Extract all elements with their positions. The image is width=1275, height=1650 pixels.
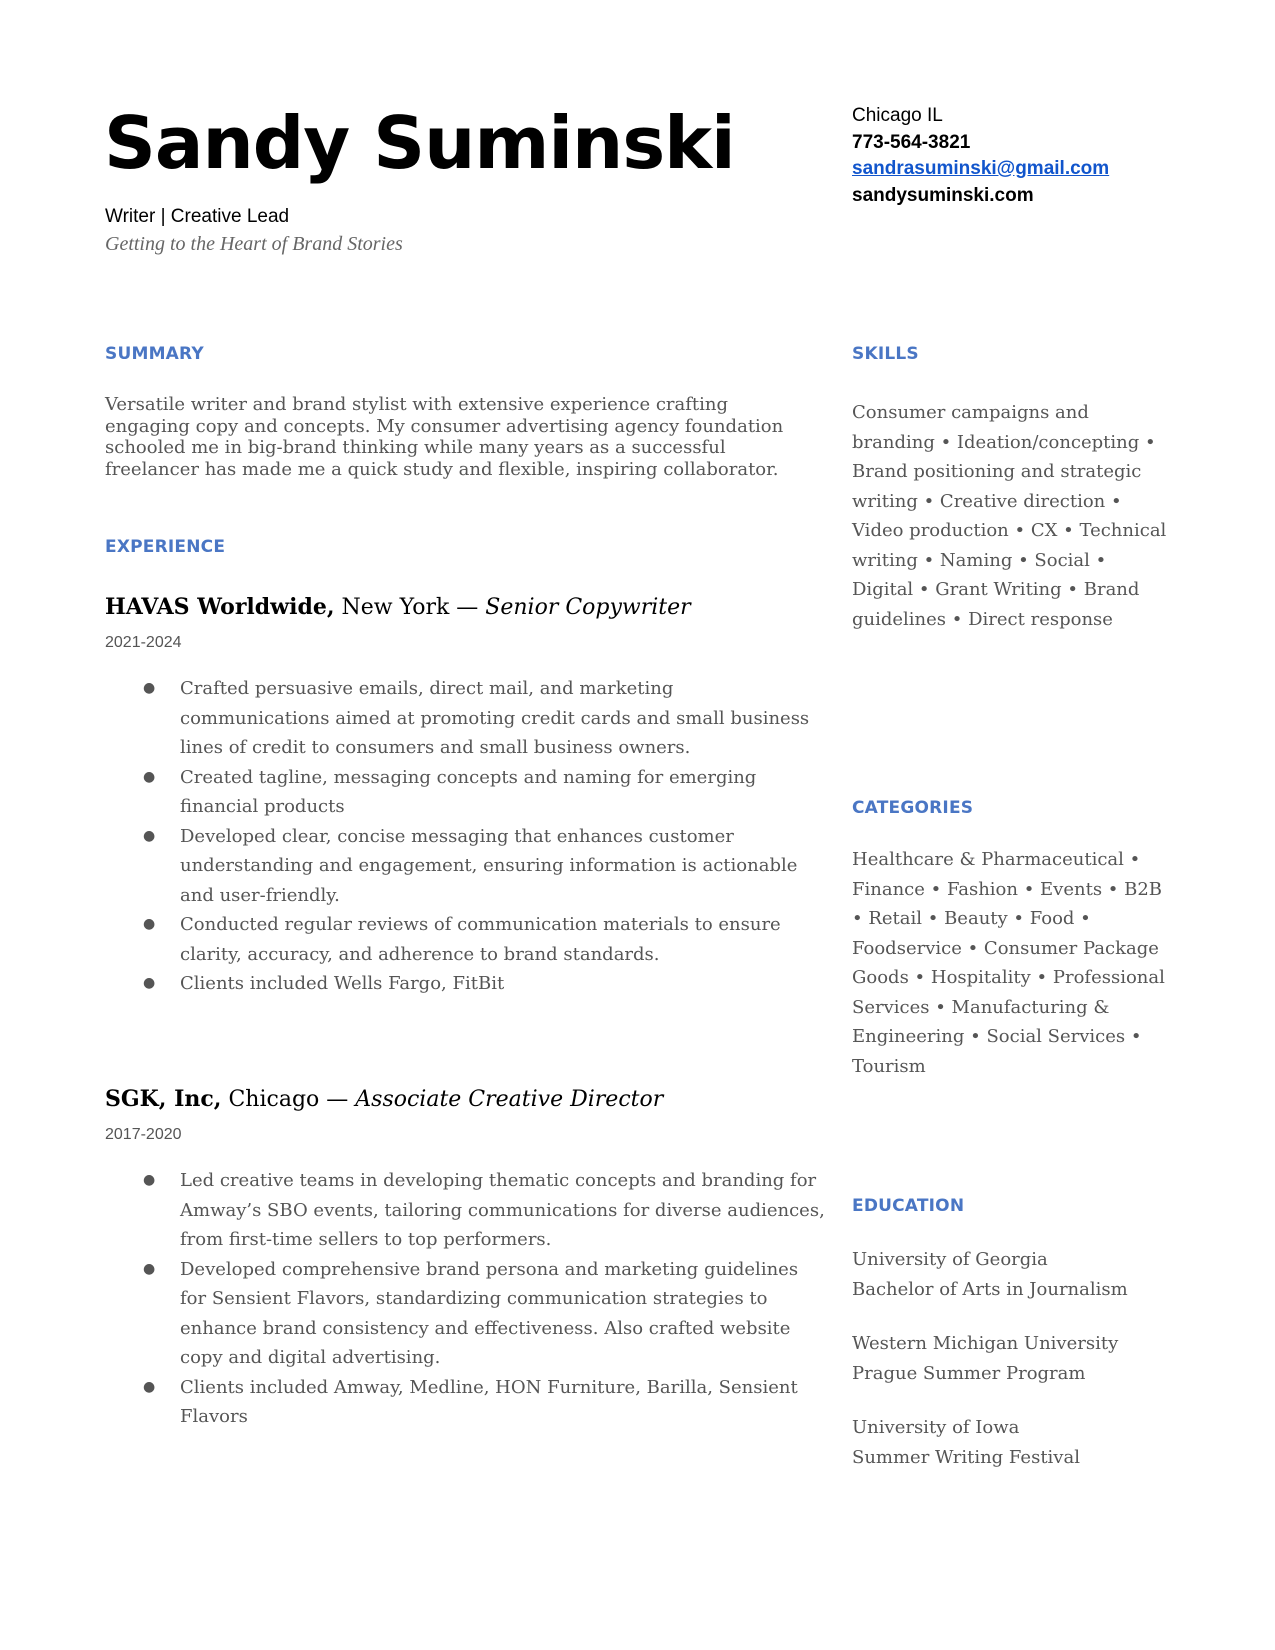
list-item: ● Clients included Wells Fargo, FitBit [105, 969, 825, 999]
edu-program: Summer Writing Festival [852, 1446, 1080, 1468]
edu-program: Prague Summer Program [852, 1362, 1086, 1384]
job-bullets-havas [105, 674, 825, 999]
subtitle: Getting to the Heart of Brand Stories [105, 233, 403, 255]
job-role: Associate Creative Director [355, 1087, 664, 1112]
job-location: Chicago — [221, 1087, 356, 1112]
list-item: ● Developed comprehensive brand persona and marketing guidelines for Sensient Flavors, standardizing communication strategies to enhance brand consistency and effectiveness. Also crafted website copy and digital advertising. [105, 1255, 825, 1373]
job-dates: 2021-2024 [105, 634, 182, 651]
categories-text: Healthcare & Pharmaceutical • Finance • Fashion • Events • B2B • Retail • Beauty • Food • Foodservice • Consumer Package Goods • Hospitality • Professional Services • Manufacturing & Engineering • Social Services • Tourism [852, 849, 1165, 1077]
edu-school: Western Michigan University [852, 1333, 1119, 1354]
summary-text: Versatile writer and brand stylist with extensive experience crafting engaging copy and concepts. My consumer advertising agency foundation schooled me in big-brand thinking while many years as a successful freelancer has made me a quick study and flexible, inspiring collaborator. [105, 394, 784, 480]
bullet-icon: ● [143, 975, 156, 991]
list-item [852, 1245, 1172, 1304]
job-title-havas [105, 594, 691, 620]
job-role: Senior Copywriter [485, 595, 691, 620]
bullet-icon: ● [143, 916, 156, 932]
education-list [852, 1245, 1172, 1497]
list-item: ● Created tagline, messaging concepts and naming for emerging financial products [105, 763, 825, 822]
candidate-name: Sandy Suminski [104, 101, 735, 185]
job-location: New York — [334, 595, 486, 620]
contact-email-link[interactable]: sandrasuminski@gmail.com [852, 158, 1110, 179]
bullet-icon: ● [143, 827, 156, 844]
list-item: ● Crafted persuasive emails, direct mail, and marketing communications aimed at promoting credit cards and small business lines of credit to consumers and small business owners. [105, 674, 825, 763]
skills-text: Consumer campaigns and branding • Ideation/concepting • Brand positioning and strategic writing • Creative direction • Video production • CX • Technical writing • Naming • Social • Digital • Grant Writing • Brand guidelines • Direct response [852, 402, 1167, 630]
list-item [852, 1329, 1172, 1388]
edu-program: Bachelor of Arts in Journalism [852, 1278, 1128, 1300]
job-company: HAVAS Worldwide, [105, 594, 335, 620]
job-company: SGK, Inc, [105, 1086, 222, 1112]
skills-heading: SKILLS [852, 344, 919, 364]
categories-heading: CATEGORIES [852, 798, 974, 818]
list-item: ● Developed clear, concise messaging that enhances customer understanding and engagement, ensuring information is actionable and user-friendly. [105, 822, 825, 911]
list-item [852, 1413, 1172, 1472]
education-heading: EDUCATION [852, 1196, 965, 1216]
edu-school: University of Iowa [852, 1417, 1020, 1438]
job-title-sgk [105, 1086, 663, 1112]
bullet-icon: ● [143, 680, 156, 696]
job-bullets-sgk [105, 1166, 825, 1432]
contact-city: Chicago IL [852, 105, 943, 126]
list-item: ● Clients included Amway, Medline, HON Furniture, Barilla, Sensient Flavors [105, 1373, 825, 1432]
bullet-icon: ● [143, 1378, 156, 1395]
contact-phone: 773-564-3821 [852, 131, 971, 153]
list-item: ● Conducted regular reviews of communication materials to ensure clarity, accuracy, and adherence to brand standards. [105, 910, 825, 969]
bullet-icon: ● [143, 768, 156, 785]
edu-school: University of Georgia [852, 1249, 1048, 1270]
experience-heading: EXPERIENCE [105, 537, 226, 557]
tagline: Writer | Creative Lead [105, 206, 290, 227]
job-dates: 2017-2020 [105, 1126, 182, 1143]
bullet-icon: ● [143, 1260, 156, 1277]
contact-website: sandysuminski.com [852, 184, 1034, 206]
summary-heading: SUMMARY [105, 344, 204, 364]
contact-block [852, 103, 1109, 209]
bullet-icon: ● [143, 1172, 156, 1188]
list-item: ● Led creative teams in developing thematic concepts and branding for Amway’s SBO events, tailoring communications for diverse audiences, from first-time sellers to top performers. [105, 1166, 825, 1255]
